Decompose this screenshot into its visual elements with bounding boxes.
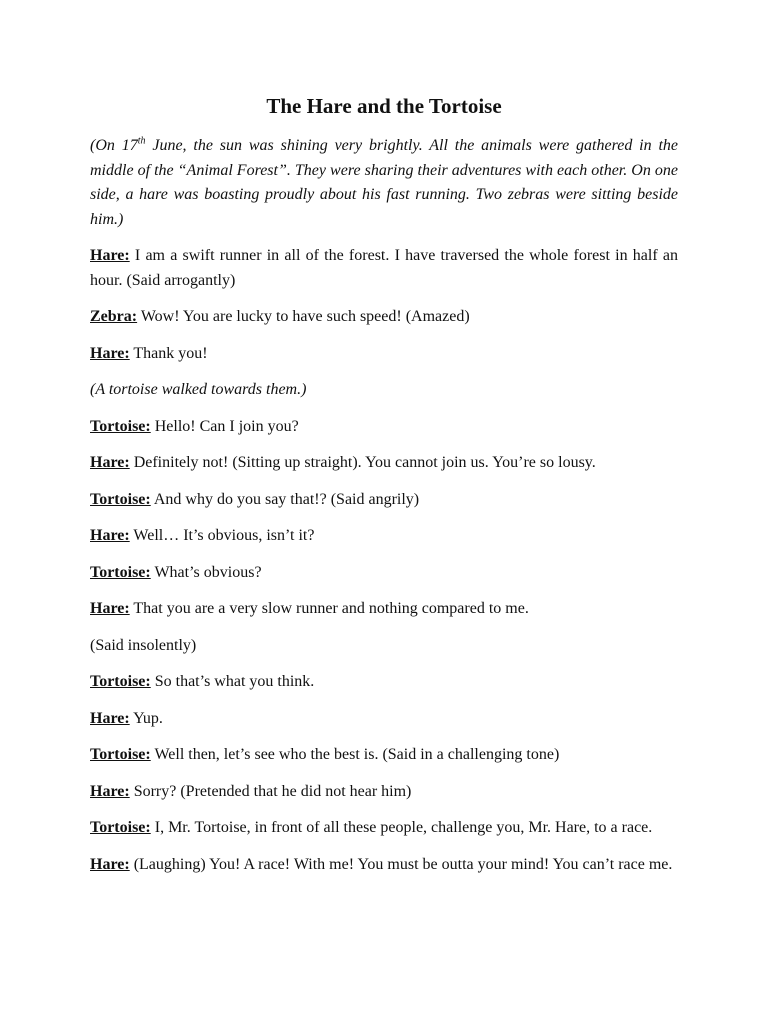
dialogue-line bbox=[90, 451, 678, 476]
intro-paragraph bbox=[90, 134, 678, 232]
dialogue-text: I am a swift runner in all of the forest. I have traversed the whole forest in half an hour. (Said arrogantly) bbox=[90, 247, 678, 289]
dialogue-line bbox=[90, 244, 678, 293]
dialogue-line bbox=[90, 305, 678, 330]
speaker-name: Hare: bbox=[90, 855, 130, 873]
dialogue-line bbox=[90, 816, 678, 841]
speaker-name: Tortoise: bbox=[90, 490, 151, 508]
dialogue-text: Hello! Can I join you? bbox=[150, 417, 299, 435]
speaker-name: Hare: bbox=[90, 600, 130, 617]
dialogue-text: (Laughing) You! A race! With me! You must be outta your mind! You can’t race me. bbox=[129, 855, 673, 873]
speaker-name: Tortoise: bbox=[90, 673, 151, 690]
dialogue-line bbox=[90, 415, 678, 440]
speaker-name: Hare: bbox=[90, 247, 130, 264]
dialogue-line bbox=[90, 670, 678, 695]
dialogue-line bbox=[90, 488, 678, 513]
speaker-name: Tortoise: bbox=[90, 819, 151, 836]
plain-line: (Said insolently) bbox=[90, 636, 197, 654]
dialogue-text: So that’s what you think. bbox=[150, 673, 315, 690]
dialogue-text: Yup. bbox=[129, 709, 163, 727]
intro-superscript: th bbox=[137, 135, 146, 147]
speaker-name: Hare: bbox=[90, 782, 130, 800]
dialogue-text: Well… It’s obvious, isn’t it? bbox=[129, 527, 315, 544]
speaker-name: Hare: bbox=[90, 344, 130, 362]
dialogue-line bbox=[90, 853, 678, 878]
stage-direction: (A tortoise walked towards them.) bbox=[90, 381, 307, 398]
speaker-name: Tortoise: bbox=[90, 563, 151, 581]
speaker-name: Tortoise: bbox=[90, 746, 151, 763]
dialogue-text: Thank you! bbox=[129, 344, 208, 362]
dialogue-line bbox=[90, 707, 678, 732]
dialogue-line bbox=[90, 561, 678, 586]
document-body bbox=[90, 134, 678, 889]
dialogue-text: What’s obvious? bbox=[150, 563, 262, 581]
dialogue-line bbox=[90, 597, 678, 622]
dialogue-line bbox=[90, 780, 678, 805]
document-title: The Hare and the Tortoise bbox=[266, 94, 502, 118]
dialogue-text: That you are a very slow runner and nothing compared to me. bbox=[129, 600, 529, 617]
speaker-name: Tortoise: bbox=[90, 417, 151, 435]
dialogue-text: And why do you say that!? (Said angrily) bbox=[150, 490, 420, 508]
speaker-name: Hare: bbox=[90, 527, 130, 544]
dialogue-line bbox=[90, 342, 678, 367]
dialogue-text: Wow! You are lucky to have such speed! (Amazed) bbox=[137, 308, 470, 325]
dialogue-text: Definitely not! (Sitting up straight). You cannot join us. You’re so lousy. bbox=[129, 454, 596, 471]
dialogue-text: Sorry? (Pretended that he did not hear him) bbox=[129, 782, 412, 800]
dialogue-text: Well then, let’s see who the best is. (Said in a challenging tone) bbox=[150, 746, 560, 763]
speaker-name: Hare: bbox=[90, 454, 130, 471]
speaker-name: Hare: bbox=[90, 709, 130, 727]
intro-text-start: (On 17 bbox=[90, 137, 138, 154]
dialogue-text: I, Mr. Tortoise, in front of all these people, challenge you, Mr. Hare, to a race. bbox=[150, 819, 653, 836]
speaker-name: Zebra: bbox=[90, 308, 138, 325]
dialogue-line bbox=[90, 524, 678, 549]
intro-text-rest: June, the sun was shining very brightly. All the animals were gathered in the middle of the “Animal Forest”. They were sharing their adventures with each other. On one side, a hare was boasting proudly about his fast running. Two zebras were sitting beside him.) bbox=[90, 137, 678, 228]
dialogue-line bbox=[90, 743, 678, 768]
